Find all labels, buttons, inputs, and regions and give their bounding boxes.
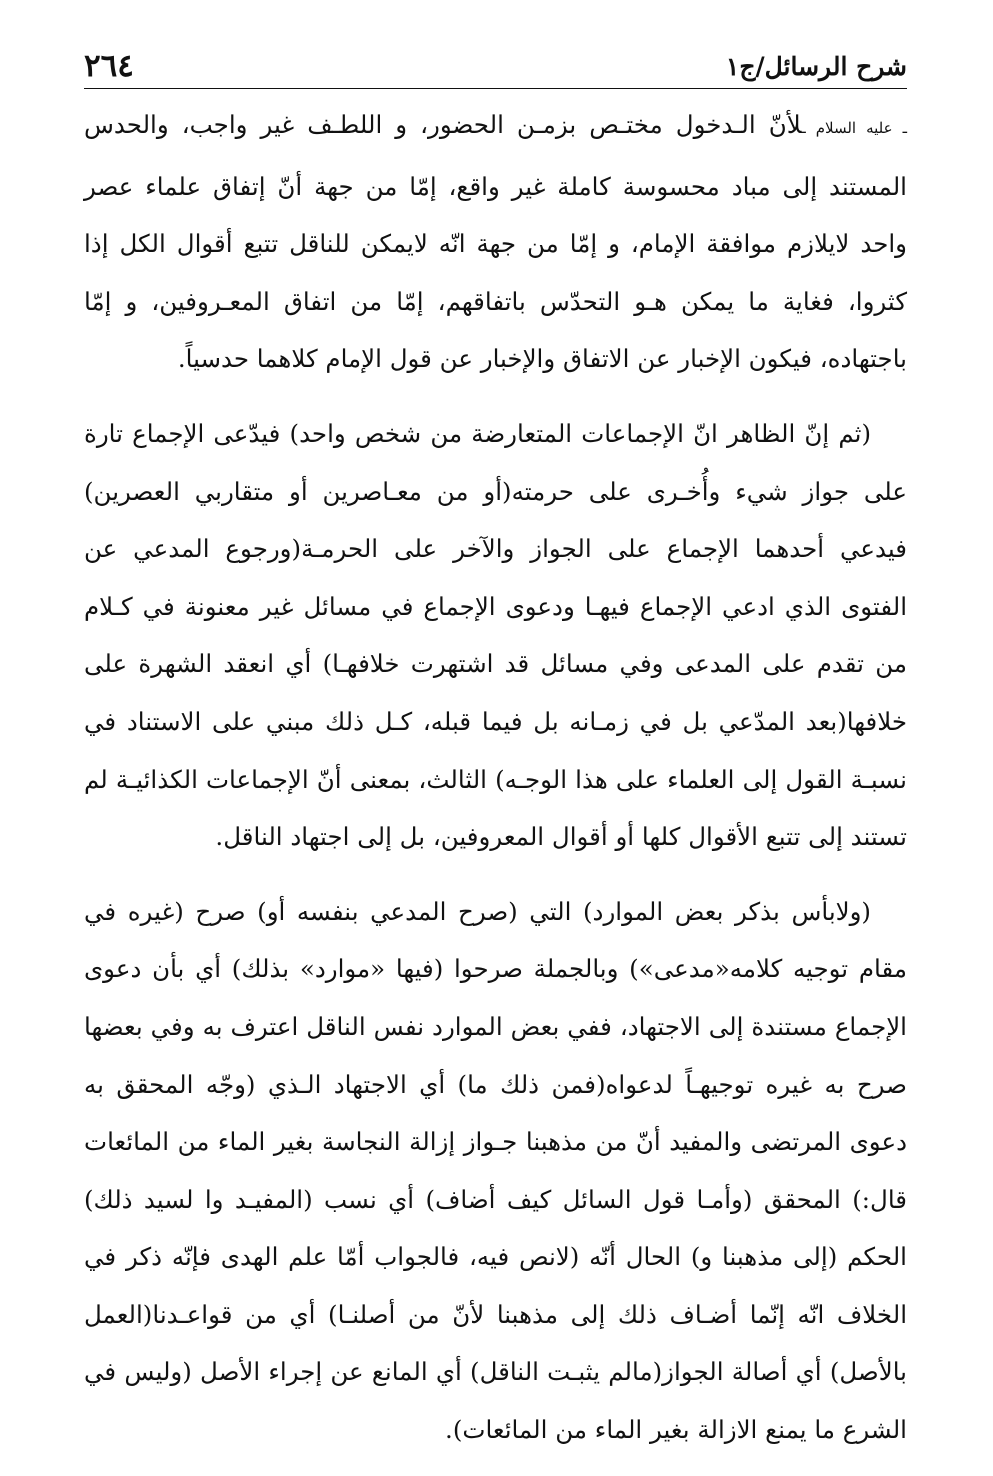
honorific-note: ـ عليه السلام ـ <box>801 119 908 137</box>
page-header <box>84 44 907 89</box>
page-number: ٢٦٤ <box>84 47 134 84</box>
paragraph-2: (ثم إنّ الظاهر انّ الإجماعات المتعارضة من شخص واحد) فيدّعى الإجماع تارة على جواز شيء وأُخـرى على حرمته(أو من معـاصرين أو متقاربي العصرين) فيدعي أحدهما الإجماع على الجواز والآخر على الحرمـة(ورجوع المدعي عن الفتوى الذي ادعي الإجماع فيهـا ودعوى الإجماع في مسائل غير معنونة في كـلام من تقدم على المدعى وفي مسائل قد اشتهرت خلافهـا) أي انعقد الشهرة على خلافها(بعد المدّعي بل في زمـانه بل فيما قبله، كـل ذلك مبني على الاستناد في نسبـة القول إلى العلماء على هذا الوجـه) الثالث، بمعنى أنّ الإجماعات الكذائيـة لم تستند إلى تتبع الأقوال كلها أو أقوال المعروفين، بل إلى اجتهاد الناقل. <box>84 418 907 852</box>
paragraph-1 <box>84 96 907 388</box>
running-title: شرح الرسائل/ج١ <box>725 51 907 81</box>
paragraph-3: (ولابأس بذكر بعض الموارد) التي (صرح المدعي بنفسه أو) صرح (غيره في مقام توجيه كلامه«مدعى») وبالجملة صرحوا (فيها «موارد» بذلك) أي بأن دعوى الإجماع مستندة إلى الاجتهاد، ففي بعض الموارد نفس الناقل اعترف به وفي بعضها صرح به غيره توجيهـاً لدعواه(فمن ذلك ما) أي الاجتهاد الـذي (وجّه المحقق به دعوى المرتضى والمفيد أنّ من مذهبنا جـواز إزالة النجاسة بغير الماء من المائعات قال:) المحقق (وأمـا قول السائل كيف أضاف) أي نسب (المفيـد وا لسيد ذلك) الحكم (إلى مذهبنا و) الحال أنّه (لانص فيه، فالجواب أمّا علم الهدى فإنّه ذكر في الخلاف انّه إنّما أضـاف ذلك إلى مذهبنا لأنّ من أصلنـا) أي من قواعـدنا(العمل بالأصل) أي أصالة الجواز(مالم يثبـت الناقل) أي المانع عن إجراء الأصل (وليس في الشرع ما يمنع الازالة بغير الماء من المائعات). <box>84 896 907 1445</box>
body-text <box>84 96 907 1476</box>
paragraph-1-text: لأنّ الـدخول مختـص بزمـن الحضور، و اللطـف غير واجب، والحدس المستند إلى مباد محسوسة كاملة غير واقع، إمّا من جهة أنّ إتفاق علماء عصر واحد لايلازم موافقة الإمام، و إمّا من جهة انّه لايمكن للناقل تتبع أقوال الكل إذا كثروا، فغاية ما يمكن هـو التحدّس باتفاقهم، إمّا من اتفاق المعـروفين، و إمّا باجتهاده، فيكون الإخبار عن الاتفاق والإخبار عن قول الإمام كلاهما حدسياً. <box>84 110 907 374</box>
